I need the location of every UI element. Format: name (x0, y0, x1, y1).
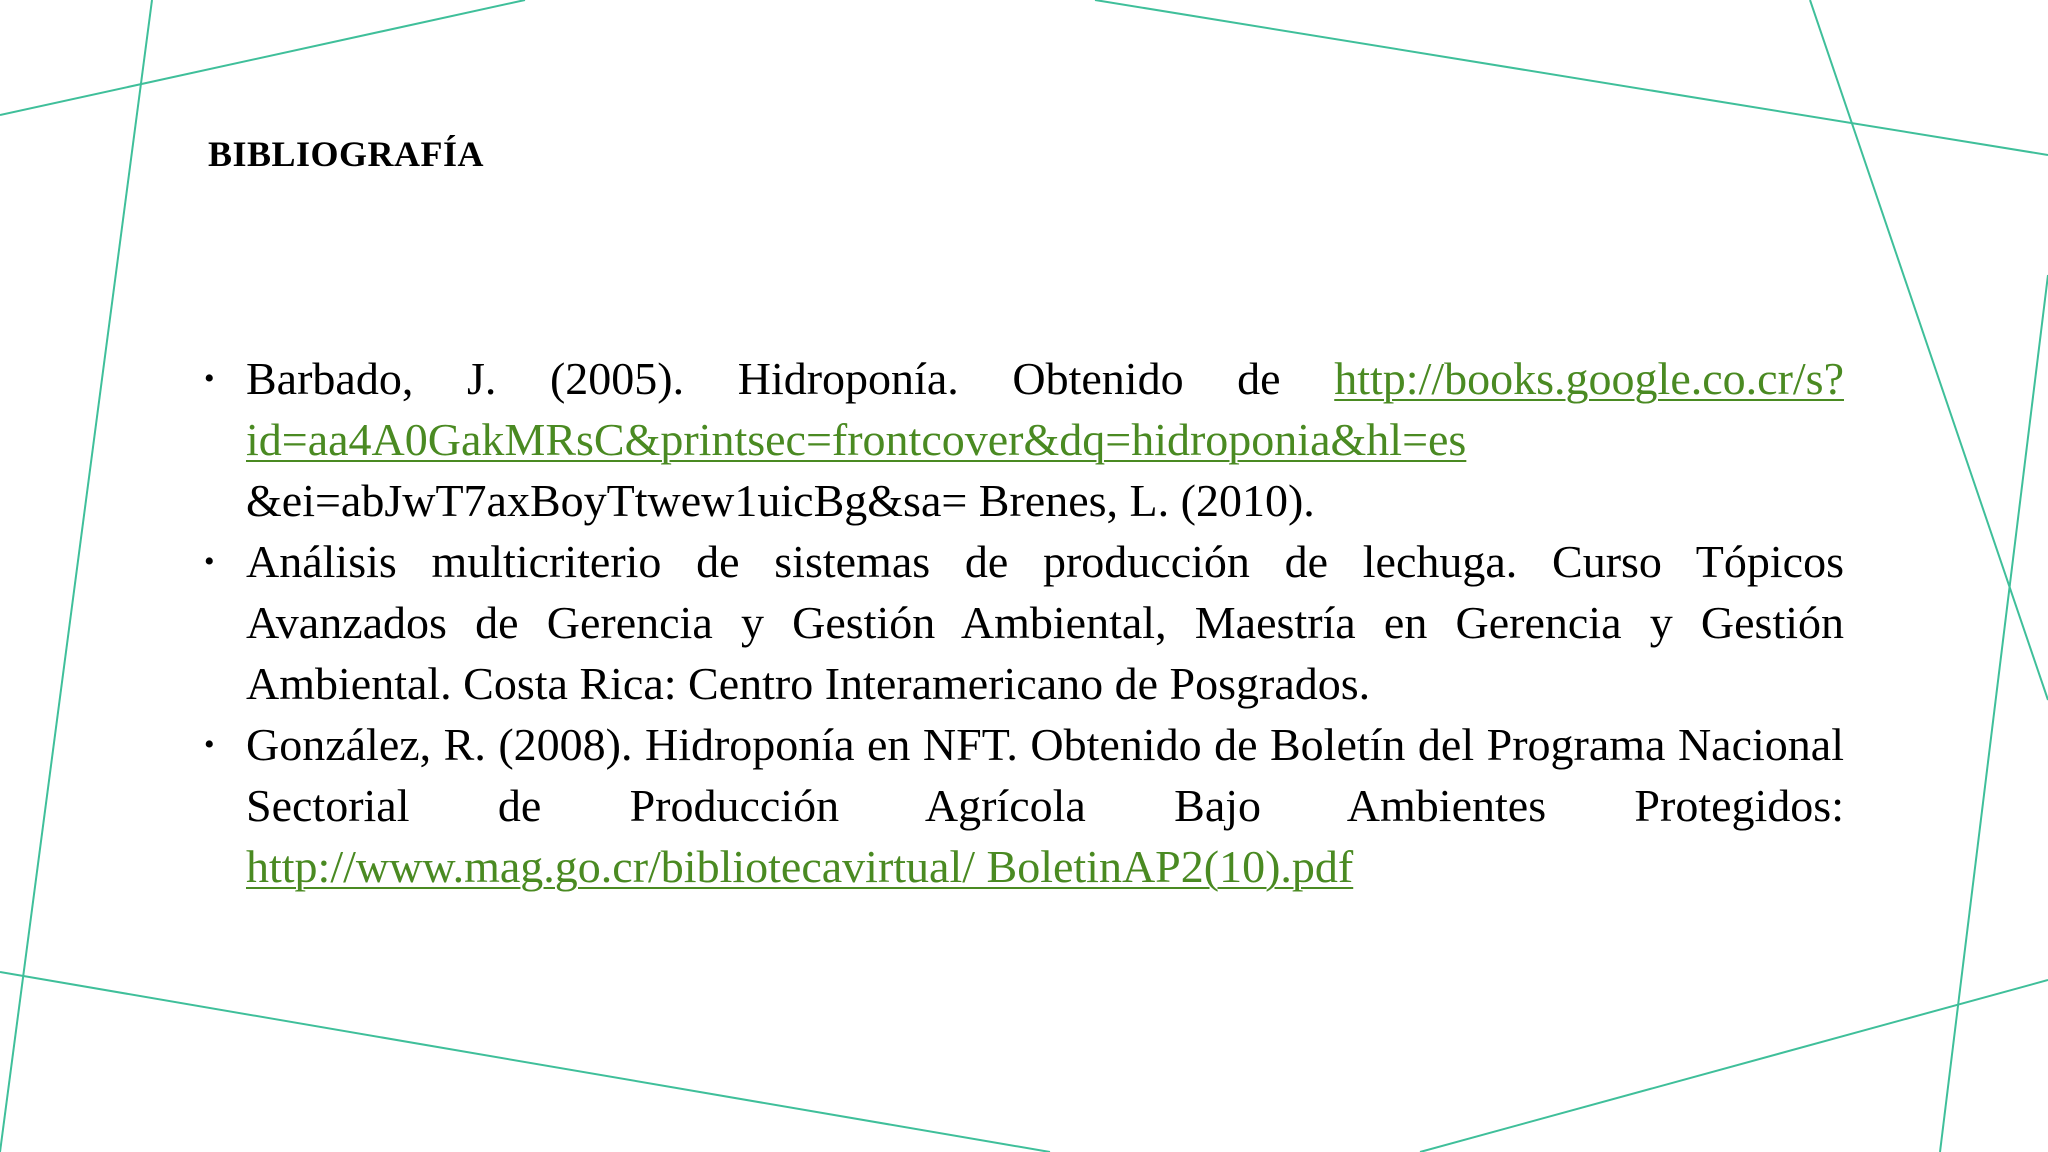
reference-link[interactable]: http://www.mag.go.cr/bibliotecavirtual/ BoletinAP2(10).pdf (246, 841, 1354, 892)
frame-line-bottom-right-diagonal (1420, 980, 2048, 1152)
frame-line-top-right-diagonal (1095, 0, 2048, 155)
bibliography-list (200, 348, 1844, 897)
frame-line-top-left-diagonal (0, 0, 525, 115)
list-item-reference-3 (200, 714, 1844, 897)
frame-line-bottom-left-diagonal (0, 972, 1050, 1152)
frame-line-right-diagonal-steep (1810, 0, 2048, 700)
reference-link[interactable]: http://books.google.co.cr/s?id=aa4A0GakMRsC&printsec=frontcover&dq=hidroponia&hl=es (246, 353, 1844, 465)
reference-text: González, R. (2008). Hidroponía en NFT. Obtenido de Boletín del Programa Nacional Sectorial de Producción Agrícola Bajo Ambientes Protegidos: (246, 719, 1844, 831)
frame-line-left-vertical (0, 0, 152, 1152)
list-item-reference-1 (200, 348, 1844, 531)
bullet-icon: • (204, 362, 215, 395)
bullet-icon: • (204, 728, 215, 761)
reference-text: Barbado, J. (2005). Hidroponía. Obtenido de (246, 353, 1335, 404)
frame-line-right-vertical (1940, 275, 2048, 1152)
bullet-icon: • (204, 545, 215, 578)
page-title: BIBLIOGRAFÍA (208, 134, 485, 174)
list-item-reference-2 (200, 531, 1844, 714)
reference-text: Análisis multicriterio de sistemas de producción de lechuga. Curso Tópicos Avanzados de Gerencia y Gestión Ambiental, Maestría en Gerencia y Gestión Ambiental. Costa Rica: Centro Interamericano de Posgrados. (246, 536, 1844, 709)
reference-text-after: &ei=abJwT7axBoyTtwew1uicBg&sa= Brenes, L. (2010). (246, 475, 1315, 526)
